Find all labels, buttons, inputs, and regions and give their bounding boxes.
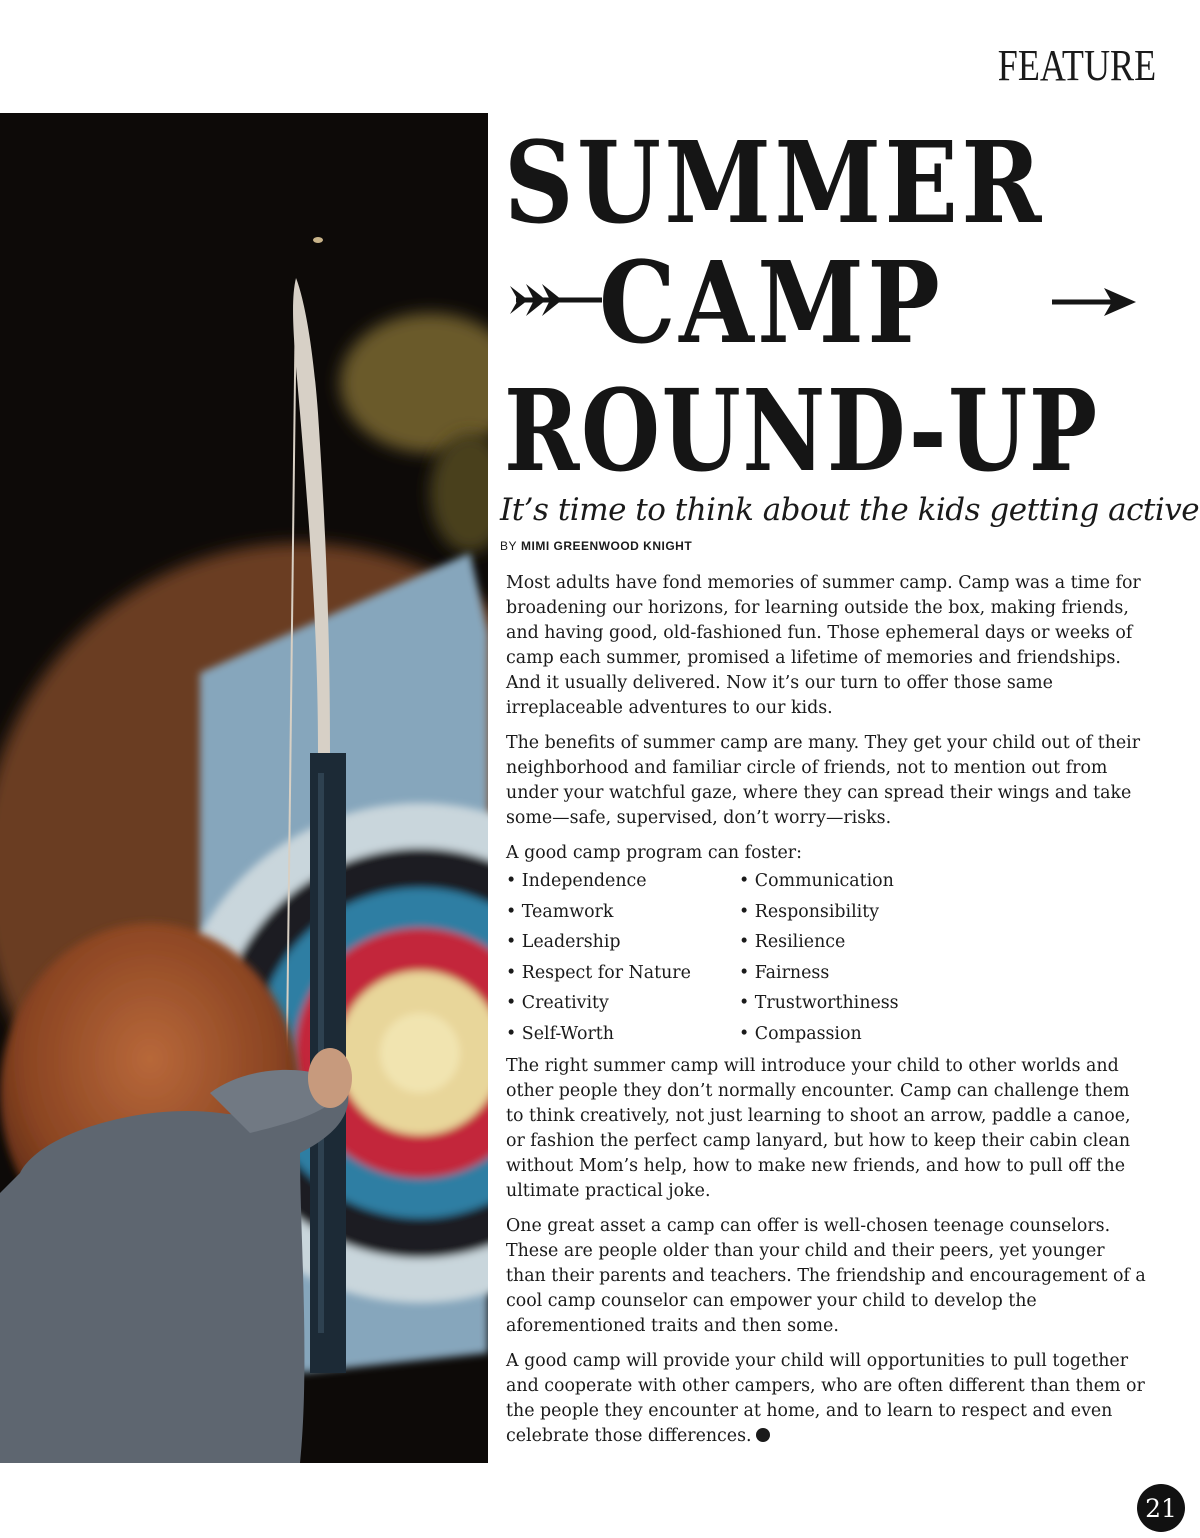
page-number: 21 [1137, 1484, 1185, 1532]
article-body [506, 571, 1146, 1459]
list-item: • Teamwork [506, 897, 739, 928]
paragraph-2: The benefits of summer camp are many. They get your child out of their neighborhood and familiar circle of friends, not to mention out from under your watchful gaze, where they can spread their wings and take some—safe, supervised, don’t worry—risks. [506, 733, 1141, 828]
list-item: • Trustworthiness [739, 988, 999, 1019]
archery-photo [0, 113, 488, 1463]
byline-prefix: BY [500, 539, 518, 553]
traits-list [506, 866, 1146, 1050]
arrow-fletching-icon [506, 278, 606, 322]
list-item: • Communication [739, 866, 999, 897]
list-item: • Independence [506, 866, 739, 897]
list-item: • Leadership [506, 927, 739, 958]
list-intro: A good camp program can foster: [506, 843, 802, 863]
list-item: • Resilience [739, 927, 999, 958]
section-label: FEATURE [997, 41, 1156, 90]
headline-line-2: CAMP [599, 238, 944, 369]
paragraph-1: Most adults have fond memories of summer camp. Camp was a time for broadening our horizons, for learning outside the box, making friends, and having good, old-fashioned fun. Those ephemeral days or weeks of camp each summer, promised a lifetime of memories and friendships. And it usually delivered. Now it’s our turn to offer those same irreplaceable adventures to our kids. [506, 573, 1141, 718]
end-mark-icon [756, 1428, 770, 1442]
list-item: • Fairness [739, 958, 999, 989]
paragraph-5-text: A good camp will provide your child will opportunities to pull together and cooperate with other campers, who are often different than them or the people they encounter at home, and to learn to respect and even celebrate those differences. [506, 1350, 1145, 1446]
list-item: • Compassion [739, 1019, 999, 1050]
list-item: • Responsibility [739, 897, 999, 928]
deck: It’s time to think about the kids getting active [500, 492, 1200, 528]
byline-author: MIMI GREENWOOD KNIGHT [521, 539, 693, 553]
arrow-head-icon [1052, 282, 1138, 322]
list-item: • Creativity [506, 988, 739, 1019]
headline-line-3: ROUND-UP [504, 366, 1099, 497]
headline [504, 118, 1144, 497]
headline-line-1: SUMMER [504, 118, 1045, 249]
list-item: • Self-Worth [506, 1019, 739, 1050]
list-item: • Respect for Nature [506, 958, 739, 989]
byline [500, 539, 692, 553]
paragraph-3: The right summer camp will introduce your child to other worlds and other people they don’t normally encounter. Camp can challenge them to think creatively, not just learning to shoot an arrow, paddle a canoe, or fashion the perfect camp lanyard, but how to keep their cabin clean without Mom’s help, how to make new friends, and how to pull off the ultimate practical joke. [506, 1055, 1131, 1201]
paragraph-5 [506, 1349, 1146, 1449]
paragraph-4: One great asset a camp can offer is well-chosen teenage counselors. These are people older than your child and their peers, yet younger than their parents and teachers. The friendship and encouragement of a cool camp counselor can empower your child to develop the aforementioned traits and then some. [506, 1215, 1146, 1336]
